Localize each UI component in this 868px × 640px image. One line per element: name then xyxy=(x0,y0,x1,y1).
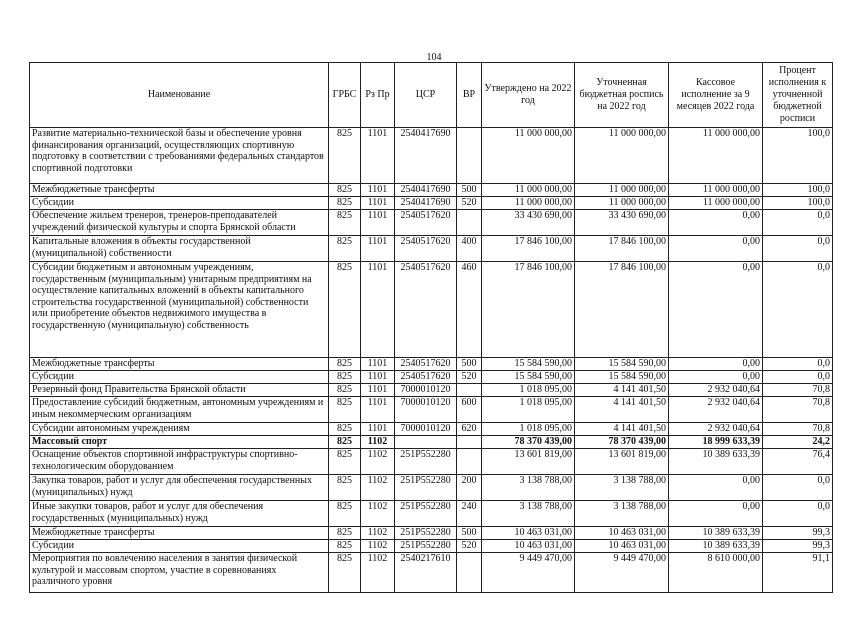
cell-csr: 2540417690 xyxy=(395,128,457,184)
header-csr: ЦСР xyxy=(395,63,457,128)
table-row xyxy=(30,527,833,540)
table-row xyxy=(30,397,833,423)
cell-vr: 500 xyxy=(457,527,482,540)
header-approved: Утверждено на 2022 год xyxy=(482,63,575,128)
table-row xyxy=(30,423,833,436)
cell-approved: 10 463 031,00 xyxy=(482,527,575,540)
cell-cash: 0,00 xyxy=(669,475,763,501)
cell-name: Оснащение объектов спортивной инфраструктуры спортивно-технологическим оборудованием xyxy=(30,449,329,475)
table-header-row xyxy=(30,63,833,128)
cell-vr xyxy=(457,210,482,236)
cell-percent: 99,3 xyxy=(763,527,833,540)
cell-name: Закупка товаров, работ и услуг для обеспечения государственных (муниципальных) нужд xyxy=(30,475,329,501)
cell-cash: 0,00 xyxy=(669,210,763,236)
cell-csr: 251P552280 xyxy=(395,449,457,475)
cell-vr xyxy=(457,384,482,397)
cell-refined: 17 846 100,00 xyxy=(575,262,669,358)
page-number: 104 xyxy=(426,52,442,63)
cell-name: Субсидии автономным учреждениям xyxy=(30,423,329,436)
cell-csr: 2540517620 xyxy=(395,358,457,371)
cell-grbs: 825 xyxy=(329,449,361,475)
cell-refined: 13 601 819,00 xyxy=(575,449,669,475)
cell-cash: 2 932 040,64 xyxy=(669,397,763,423)
header-refined: Уточненная бюджетная роспись на 2022 год xyxy=(575,63,669,128)
cell-rzpr: 1101 xyxy=(361,262,395,358)
cell-percent: 0,0 xyxy=(763,262,833,358)
cell-percent: 0,0 xyxy=(763,210,833,236)
cell-rzpr: 1101 xyxy=(361,236,395,262)
header-name: Наименование xyxy=(30,63,329,128)
cell-percent: 0,0 xyxy=(763,358,833,371)
cell-approved: 11 000 000,00 xyxy=(482,197,575,210)
cell-refined: 78 370 439,00 xyxy=(575,436,669,449)
cell-rzpr: 1101 xyxy=(361,384,395,397)
table-row xyxy=(30,436,833,449)
cell-vr xyxy=(457,449,482,475)
cell-grbs: 825 xyxy=(329,553,361,593)
cell-rzpr: 1102 xyxy=(361,527,395,540)
cell-cash: 18 999 633,39 xyxy=(669,436,763,449)
cell-name: Субсидии бюджетным и автономным учреждениям, государственным (муниципальным) унитарным предприятиям на осуществление капитальных вложений в объекты капитального строительства государственной (муниципальной) собственности или приобретение объектов недвижимого имущества в государственную (муниципальную) собственность xyxy=(30,262,329,358)
cell-grbs: 825 xyxy=(329,384,361,397)
cell-csr: 7000010120 xyxy=(395,397,457,423)
cell-refined: 3 138 788,00 xyxy=(575,475,669,501)
cell-name: Капитальные вложения в объекты государственной (муниципальной) собственности xyxy=(30,236,329,262)
cell-percent: 0,0 xyxy=(763,501,833,527)
cell-approved: 78 370 439,00 xyxy=(482,436,575,449)
cell-vr: 620 xyxy=(457,423,482,436)
cell-cash: 11 000 000,00 xyxy=(669,197,763,210)
cell-refined: 9 449 470,00 xyxy=(575,553,669,593)
cell-vr: 520 xyxy=(457,540,482,553)
cell-name: Субсидии xyxy=(30,197,329,210)
cell-approved: 1 018 095,00 xyxy=(482,384,575,397)
cell-grbs: 825 xyxy=(329,475,361,501)
cell-cash: 11 000 000,00 xyxy=(669,184,763,197)
cell-csr: 251P552280 xyxy=(395,540,457,553)
cell-name: Резервный фонд Правительства Брянской области xyxy=(30,384,329,397)
cell-vr: 520 xyxy=(457,197,482,210)
cell-grbs: 825 xyxy=(329,371,361,384)
cell-csr: 2540517620 xyxy=(395,371,457,384)
cell-rzpr: 1101 xyxy=(361,358,395,371)
cell-approved: 9 449 470,00 xyxy=(482,553,575,593)
cell-percent: 70,8 xyxy=(763,423,833,436)
cell-csr: 2540517620 xyxy=(395,262,457,358)
cell-refined: 17 846 100,00 xyxy=(575,236,669,262)
cell-percent: 70,8 xyxy=(763,384,833,397)
cell-vr: 240 xyxy=(457,501,482,527)
cell-rzpr: 1101 xyxy=(361,184,395,197)
cell-vr: 520 xyxy=(457,371,482,384)
cell-cash: 0,00 xyxy=(669,236,763,262)
cell-refined: 33 430 690,00 xyxy=(575,210,669,236)
header-rzpr: Рз Пр xyxy=(361,63,395,128)
cell-percent: 0,0 xyxy=(763,371,833,384)
cell-percent: 76,4 xyxy=(763,449,833,475)
cell-percent: 24,2 xyxy=(763,436,833,449)
cell-grbs: 825 xyxy=(329,262,361,358)
table-row xyxy=(30,262,833,358)
cell-grbs: 825 xyxy=(329,540,361,553)
cell-approved: 13 601 819,00 xyxy=(482,449,575,475)
cell-name: Иные закупки товаров, работ и услуг для обеспечения государственных (муниципальных) нужд xyxy=(30,501,329,527)
cell-csr xyxy=(395,436,457,449)
header-cash: Кассовое исполнение за 9 месяцев 2022 года xyxy=(669,63,763,128)
table-row xyxy=(30,384,833,397)
cell-grbs: 825 xyxy=(329,210,361,236)
cell-name: Мероприятия по вовлечению населения в занятия физической культурой и массовым спортом, участие в соревнованиях различного уровня xyxy=(30,553,329,593)
cell-refined: 15 584 590,00 xyxy=(575,371,669,384)
cell-approved: 17 846 100,00 xyxy=(482,236,575,262)
cell-csr: 2540217610 xyxy=(395,553,457,593)
cell-approved: 3 138 788,00 xyxy=(482,475,575,501)
cell-cash: 10 389 633,39 xyxy=(669,540,763,553)
table-row xyxy=(30,236,833,262)
cell-cash: 2 932 040,64 xyxy=(669,423,763,436)
cell-vr: 500 xyxy=(457,358,482,371)
cell-csr: 7000010120 xyxy=(395,423,457,436)
cell-cash: 2 932 040,64 xyxy=(669,384,763,397)
cell-vr: 460 xyxy=(457,262,482,358)
cell-percent: 91,1 xyxy=(763,553,833,593)
cell-vr: 400 xyxy=(457,236,482,262)
cell-approved: 17 846 100,00 xyxy=(482,262,575,358)
table-row xyxy=(30,449,833,475)
cell-percent: 100,0 xyxy=(763,184,833,197)
table-row xyxy=(30,128,833,184)
cell-name: Развитие материально-технической базы и обеспечение уровня финансирования организаций, осуществляющих спортивную подготовку в соответствии с требованиями федеральных стандартов спортивной подготовки xyxy=(30,128,329,184)
cell-vr xyxy=(457,553,482,593)
table-row xyxy=(30,184,833,197)
cell-rzpr: 1101 xyxy=(361,397,395,423)
cell-cash: 0,00 xyxy=(669,501,763,527)
table-row xyxy=(30,553,833,593)
cell-refined: 11 000 000,00 xyxy=(575,128,669,184)
cell-approved: 11 000 000,00 xyxy=(482,128,575,184)
cell-name: Межбюджетные трансферты xyxy=(30,527,329,540)
cell-rzpr: 1102 xyxy=(361,553,395,593)
cell-rzpr: 1101 xyxy=(361,210,395,236)
table-row xyxy=(30,475,833,501)
cell-approved: 3 138 788,00 xyxy=(482,501,575,527)
cell-approved: 33 430 690,00 xyxy=(482,210,575,236)
header-grbs: ГРБС xyxy=(329,63,361,128)
cell-percent: 0,0 xyxy=(763,236,833,262)
cell-percent: 70,8 xyxy=(763,397,833,423)
cell-name: Обеспечение жильем тренеров, тренеров-преподавателей учреждений физической культуры и спорта Брянской области xyxy=(30,210,329,236)
cell-vr: 600 xyxy=(457,397,482,423)
header-percent: Процент исполнения к уточненной бюджетной росписи xyxy=(763,63,833,128)
cell-refined: 4 141 401,50 xyxy=(575,397,669,423)
cell-refined: 10 463 031,00 xyxy=(575,540,669,553)
cell-grbs: 825 xyxy=(329,423,361,436)
cell-rzpr: 1102 xyxy=(361,436,395,449)
cell-rzpr: 1101 xyxy=(361,197,395,210)
table-row xyxy=(30,501,833,527)
cell-grbs: 825 xyxy=(329,501,361,527)
cell-percent: 100,0 xyxy=(763,197,833,210)
cell-cash: 0,00 xyxy=(669,358,763,371)
cell-grbs: 825 xyxy=(329,128,361,184)
cell-refined: 11 000 000,00 xyxy=(575,197,669,210)
cell-name: Субсидии xyxy=(30,371,329,384)
cell-rzpr: 1102 xyxy=(361,475,395,501)
cell-cash: 0,00 xyxy=(669,371,763,384)
cell-vr: 200 xyxy=(457,475,482,501)
cell-approved: 15 584 590,00 xyxy=(482,358,575,371)
cell-rzpr: 1101 xyxy=(361,128,395,184)
cell-vr xyxy=(457,436,482,449)
cell-percent: 0,0 xyxy=(763,475,833,501)
cell-approved: 15 584 590,00 xyxy=(482,371,575,384)
cell-rzpr: 1102 xyxy=(361,449,395,475)
cell-approved: 11 000 000,00 xyxy=(482,184,575,197)
cell-grbs: 825 xyxy=(329,436,361,449)
table-row xyxy=(30,210,833,236)
cell-cash: 10 389 633,39 xyxy=(669,449,763,475)
cell-approved: 1 018 095,00 xyxy=(482,397,575,423)
cell-cash: 11 000 000,00 xyxy=(669,128,763,184)
cell-refined: 15 584 590,00 xyxy=(575,358,669,371)
cell-rzpr: 1102 xyxy=(361,501,395,527)
cell-csr: 2540517620 xyxy=(395,236,457,262)
budget-table xyxy=(29,62,833,593)
cell-cash: 8 610 000,00 xyxy=(669,553,763,593)
table-row xyxy=(30,197,833,210)
cell-name: Межбюджетные трансферты xyxy=(30,184,329,197)
cell-csr: 7000010120 xyxy=(395,384,457,397)
cell-csr: 251P552280 xyxy=(395,475,457,501)
cell-csr: 2540517620 xyxy=(395,210,457,236)
cell-refined: 4 141 401,50 xyxy=(575,384,669,397)
cell-refined: 11 000 000,00 xyxy=(575,184,669,197)
cell-refined: 4 141 401,50 xyxy=(575,423,669,436)
cell-csr: 2540417690 xyxy=(395,184,457,197)
cell-grbs: 825 xyxy=(329,197,361,210)
cell-name: Предоставление субсидий бюджетным, автономным учреждениям и иным некоммерческим организациям xyxy=(30,397,329,423)
cell-grbs: 825 xyxy=(329,358,361,371)
cell-cash: 0,00 xyxy=(669,262,763,358)
cell-vr: 500 xyxy=(457,184,482,197)
cell-rzpr: 1101 xyxy=(361,423,395,436)
cell-cash: 10 389 633,39 xyxy=(669,527,763,540)
cell-grbs: 825 xyxy=(329,527,361,540)
cell-refined: 10 463 031,00 xyxy=(575,527,669,540)
header-vr: ВР xyxy=(457,63,482,128)
cell-name: Межбюджетные трансферты xyxy=(30,358,329,371)
table-row xyxy=(30,540,833,553)
cell-csr: 251P552280 xyxy=(395,501,457,527)
table-row xyxy=(30,371,833,384)
cell-name: Субсидии xyxy=(30,540,329,553)
cell-grbs: 825 xyxy=(329,236,361,262)
cell-approved: 1 018 095,00 xyxy=(482,423,575,436)
cell-rzpr: 1101 xyxy=(361,371,395,384)
cell-grbs: 825 xyxy=(329,184,361,197)
cell-grbs: 825 xyxy=(329,397,361,423)
cell-vr xyxy=(457,128,482,184)
cell-csr: 2540417690 xyxy=(395,197,457,210)
cell-rzpr: 1102 xyxy=(361,540,395,553)
cell-refined: 3 138 788,00 xyxy=(575,501,669,527)
cell-name: Массовый спорт xyxy=(30,436,329,449)
cell-percent: 99,3 xyxy=(763,540,833,553)
cell-percent: 100,0 xyxy=(763,128,833,184)
cell-approved: 10 463 031,00 xyxy=(482,540,575,553)
table-row xyxy=(30,358,833,371)
cell-csr: 251P552280 xyxy=(395,527,457,540)
